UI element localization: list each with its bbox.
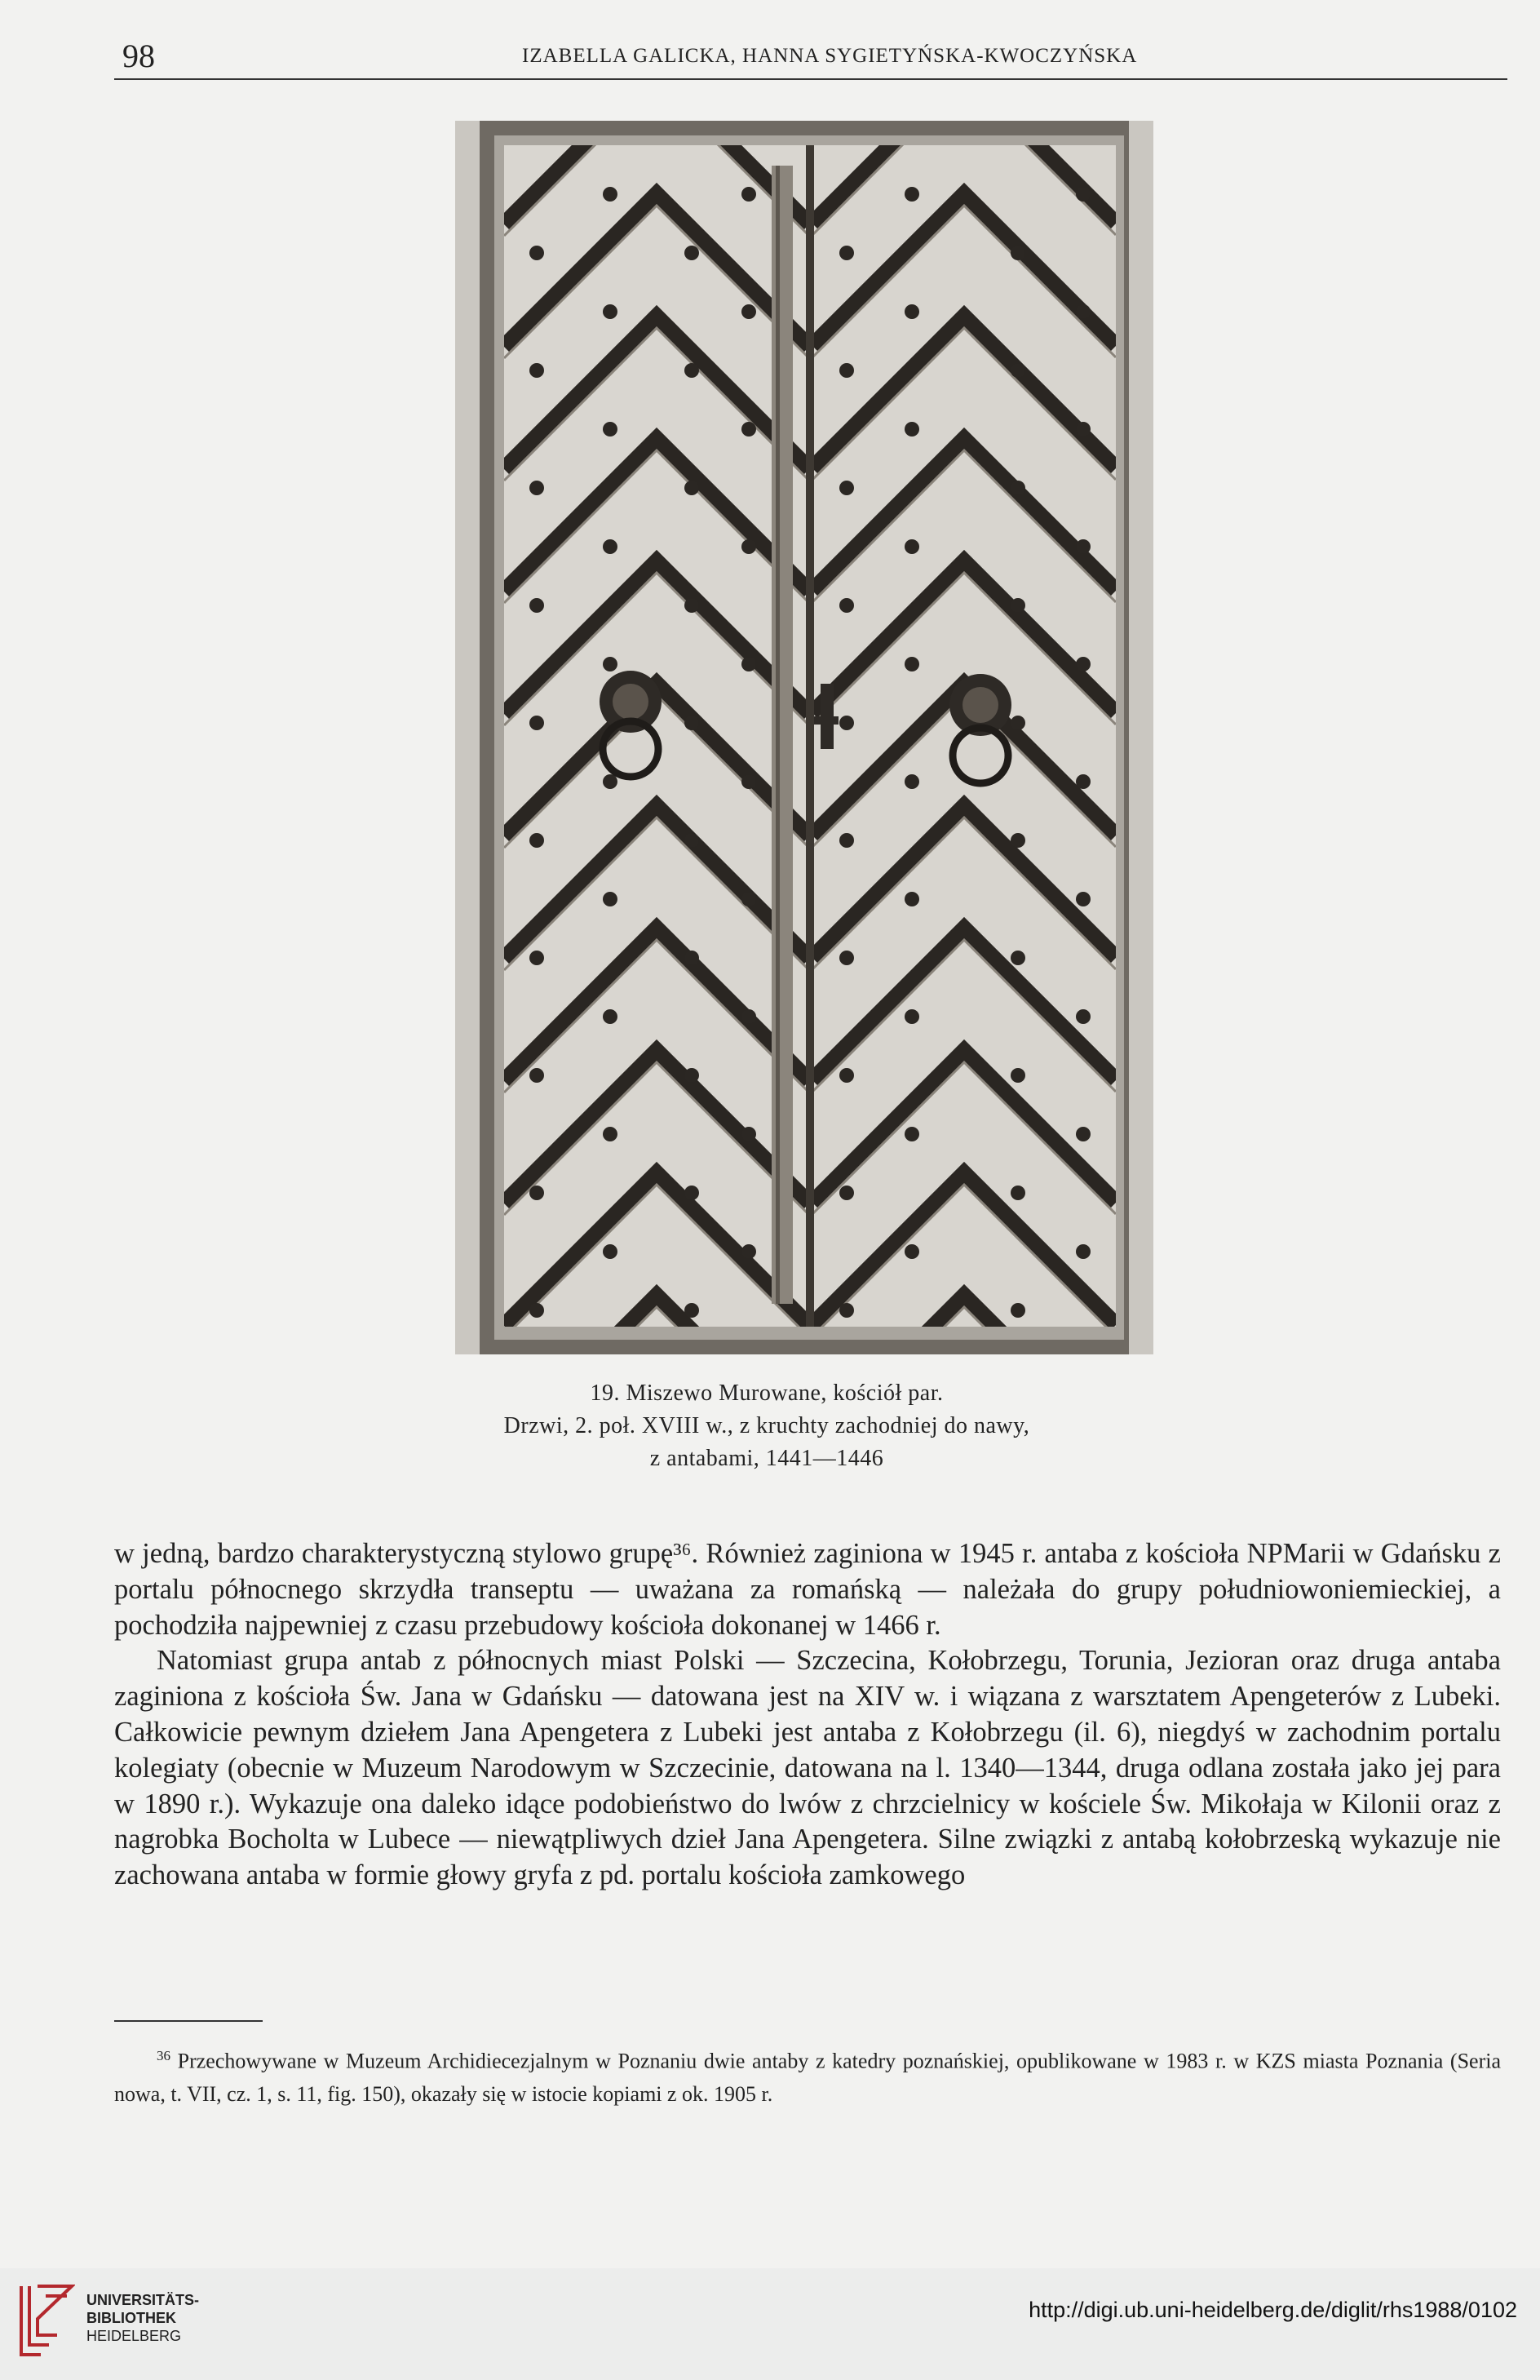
library-line-2: BIBLIOTHEK [86,2310,176,2326]
footnote-text: Przechowywane w Muzeum Archidiecezjalnym w Poznaniu dwie antaby z katedry poznańskiej, opublikowane w 1983 r. w KZS miasta Poznania (Seria nowa, t. VII, cz. 1, s. 11, fig. 150), okazały się w istocie kopiami z ok. 1905 r. [114,2049,1502,2106]
library-line-1: UNIVERSITÄTS- [86,2292,200,2308]
footnote-rule [114,2020,263,2022]
footnote [114,2040,1501,2111]
door-photograph [455,121,1153,1354]
footnote-number: 36 [157,2048,170,2063]
library-line-3: HEIDELBERG [86,2328,182,2344]
page-number: 98 [122,38,155,74]
figure-caption [359,1377,1175,1475]
paragraph-1: w jedną, bardzo charakterystyczną stylowo grupę³⁶. Również zaginiona w 1945 r. antaba z kościoła NPMarii w Gdańsku z portalu północnego skrzydła transeptu — uważana za romańską — należała do grupy południowoniemieckiej, a pochodziła najpewniej z czasu przebudowy kościoła dokonanej w 1466 r. [114,1538,1501,1641]
body-text [114,1536,1501,1894]
running-head: IZABELLA GALICKA, HANNA SYGIETYŃSKA-KWOCZYŃSKA [522,45,1138,67]
caption-line-3: z antabami, 1441—1446 [649,1446,884,1471]
paragraph-2: Natomiast grupa antab z północnych miast Polski — Szczecina, Kołobrzegu, Torunia, Jezioran oraz druga antaba zaginiona z kościoła Św. Jana w Gdańsku — datowana jest na XIV w. i wiązana z warsztatem Apengeterów z Lubeki. Całkowicie pewnym dziełem Jana Apengetera z Lubeki jest antaba z Kołobrzegu (il. 6), niegdyś w zachodnim portalu kolegiaty (obecnie w Muzeum Narodowym w Szczecinie, datowana na l. 1340—1344, druga odlana została jako jej para w 1890 r.). Wykazuje ona daleko idące podobieństwo do lwów z chrzcielnicy w kościele Św. Mikołaja w Kilonii oraz z nagrobka Bocholta w Lubece — niewątpliwych dzieł Jana Apengetera. Silne związki z antabą kołobrzeską wykazuje nie zachowana antaba w formie głowy gryfa z pd. portalu kościoła zamkowego [114,1645,1501,1891]
caption-line-1: 19. Miszewo Murowane, kościół par. [590,1381,944,1406]
source-url[interactable]: http://digi.ub.uni-heidelberg.de/diglit/rhs1988/0102 [1029,2298,1517,2322]
library-name [86,2291,199,2345]
header-rule [114,78,1507,80]
caption-line-2: Drzwi, 2. poł. XVIII w., z kruchty zachodniej do nawy, [503,1413,1030,1438]
digitization-footer [0,2268,1540,2380]
heidelberg-library-logo-icon [18,2283,75,2358]
figure-photo [455,121,1153,1354]
